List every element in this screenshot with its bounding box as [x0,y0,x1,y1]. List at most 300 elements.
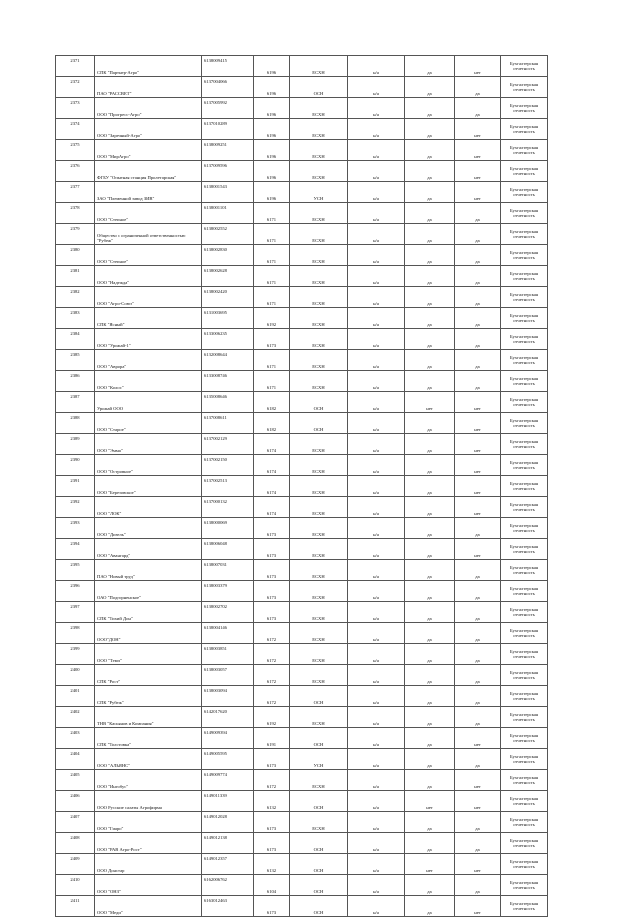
table-row [56,455,548,476]
org-name-cell: ОАО "Подгорненское" [95,581,202,602]
report-type-cell: Бухгалтерская отчетность [501,791,548,812]
row-number-cell: 2377 [56,182,95,203]
org-name-cell: ТНВ "Касьянов и Компания" [95,707,202,728]
report-type-cell: Бухгалтерская отчетность [501,623,548,644]
status-a-cell: н/а [348,623,405,644]
table-row [56,287,548,308]
okato-code-cell: 6174 [254,434,290,455]
status-a-cell: н/а [348,854,405,875]
report-type-cell: Бухгалтерская отчетность [501,875,548,896]
okato-code-cell: 6172 [254,770,290,791]
status-b-cell: да [405,308,455,329]
status-c-cell: нет [455,476,501,497]
status-a-cell: н/а [348,875,405,896]
okato-code-cell: 6174 [254,455,290,476]
report-type-cell: Бухгалтерская отчетность [501,203,548,224]
okato-code-cell: 6172 [254,686,290,707]
report-type-cell: Бухгалтерская отчетность [501,560,548,581]
row-number-cell: 2403 [56,728,95,749]
table-row [56,329,548,350]
status-c-cell: нет [455,119,501,140]
org-name-cell: ООО "Степное" [95,203,202,224]
status-b-cell: да [405,224,455,245]
report-type-cell: Бухгалтерская отчетность [501,56,548,77]
status-a-cell: н/а [348,455,405,476]
okato-code-cell: 6173 [254,602,290,623]
status-a-cell: н/а [348,518,405,539]
tax-regime-cell: ЕСХН [290,623,348,644]
row-number-cell: 2395 [56,560,95,581]
inn-code-cell: 6138002702 [202,602,254,623]
report-type-cell: Бухгалтерская отчетность [501,539,548,560]
inn-code-cell: 6138002628 [202,266,254,287]
okato-code-cell: 6196 [254,77,290,98]
table-row [56,665,548,686]
report-type-cell: Бухгалтерская отчетность [501,476,548,497]
inn-code-cell: 6135008646 [202,392,254,413]
tax-regime-cell: ЕСХН [290,266,348,287]
table-row [56,245,548,266]
report-type-cell: Бухгалтерская отчетность [501,770,548,791]
status-c-cell: нет [455,140,501,161]
inn-code-cell: 6138001101 [202,203,254,224]
row-number-cell: 2373 [56,98,95,119]
status-c-cell: да [455,833,501,854]
status-a-cell: н/а [348,665,405,686]
status-b-cell: да [405,623,455,644]
org-name-cell: ООО "Островное" [95,455,202,476]
table-row [56,182,548,203]
org-name-cell: ООО "Березовское" [95,476,202,497]
org-name-cell: ООО "Урожай-1" [95,329,202,350]
row-number-cell: 2394 [56,539,95,560]
table-row [56,434,548,455]
tax-regime-cell: ЕСХН [290,308,348,329]
okato-code-cell: 6173 [254,518,290,539]
status-a-cell: н/а [348,392,405,413]
row-number-cell: 2396 [56,581,95,602]
report-type-cell: Бухгалтерская отчетность [501,812,548,833]
okato-code-cell: 6172 [254,644,290,665]
row-number-cell: 2408 [56,833,95,854]
tax-regime-cell: ЕСХН [290,665,348,686]
status-a-cell: н/а [348,77,405,98]
status-c-cell: да [455,203,501,224]
status-c-cell: нет [455,434,501,455]
okato-code-cell: 6174 [254,476,290,497]
row-number-cell: 2383 [56,308,95,329]
row-number-cell: 2376 [56,161,95,182]
org-name-cell: ООО "Гиаро" [95,812,202,833]
tax-regime-cell: ЕСХН [290,497,348,518]
row-number-cell: 2390 [56,455,95,476]
status-b-cell: да [405,434,455,455]
status-a-cell: н/а [348,371,405,392]
tax-regime-cell: ОСН [290,686,348,707]
status-a-cell: н/а [348,707,405,728]
status-b-cell: да [405,581,455,602]
inn-code-cell: 6149009394 [202,728,254,749]
status-b-cell: да [405,812,455,833]
org-name-cell: ООО "Колос" [95,371,202,392]
table-row [56,623,548,644]
status-b-cell: да [405,266,455,287]
report-type-cell: Бухгалтерская отчетность [501,728,548,749]
row-number-cell: 2372 [56,77,95,98]
org-name-cell: СПК "Рубеж" [95,686,202,707]
table-row [56,770,548,791]
org-name-cell: ООО "ОНЗ" [95,875,202,896]
okato-code-cell: 6182 [254,392,290,413]
status-b-cell: да [405,749,455,770]
inn-code-cell: 6137002513 [202,476,254,497]
inn-code-cell: 6137002129 [202,434,254,455]
status-c-cell: нет [455,182,501,203]
status-c-cell: да [455,287,501,308]
org-name-cell: ПАО "РАССВЕТ" [95,77,202,98]
inn-code-cell: 6138003094 [202,686,254,707]
row-number-cell: 2371 [56,56,95,77]
tax-regime-cell: ЕСХН [290,56,348,77]
status-c-cell: да [455,308,501,329]
report-type-cell: Бухгалтерская отчетность [501,350,548,371]
report-type-cell: Бухгалтерская отчетность [501,161,548,182]
status-c-cell: нет [455,392,501,413]
table-row [56,833,548,854]
status-b-cell: да [405,455,455,476]
report-type-cell: Бухгалтерская отчетность [501,686,548,707]
row-number-cell: 2387 [56,392,95,413]
table-row [56,875,548,896]
status-b-cell: да [405,728,455,749]
okato-code-cell: 6173 [254,833,290,854]
status-c-cell: да [455,623,501,644]
tax-regime-cell: ОСН [290,854,348,875]
okato-code-cell: 6173 [254,560,290,581]
tax-regime-cell: ЕСХН [290,539,348,560]
table-row [56,203,548,224]
status-c-cell: да [455,329,501,350]
okato-code-cell: 6171 [254,287,290,308]
org-name-cell: ООО "Авангард" [95,539,202,560]
report-type-cell: Бухгалтерская отчетность [501,434,548,455]
row-number-cell: 2410 [56,875,95,896]
status-c-cell: да [455,665,501,686]
org-name-cell: ООО "Прогресс-Агро" [95,98,202,119]
tax-regime-cell: ОСН [290,833,348,854]
inn-code-cell: 6133006235 [202,329,254,350]
row-number-cell: 2389 [56,434,95,455]
table-row [56,749,548,770]
report-type-cell: Бухгалтерская отчетность [501,308,548,329]
table-row [56,371,548,392]
org-name-cell: ООО "ЛОК" [95,497,202,518]
status-b-cell: да [405,98,455,119]
table-row [56,812,548,833]
org-name-cell: ООО "Старое" [95,413,202,434]
status-b-cell: да [405,140,455,161]
report-type-cell: Бухгалтерская отчетность [501,140,548,161]
status-a-cell: н/а [348,245,405,266]
okato-code-cell: 6171 [254,203,290,224]
table-row [56,350,548,371]
status-a-cell: н/а [348,896,405,917]
row-number-cell: 2411 [56,896,95,917]
table-row [56,98,548,119]
report-type-cell: Бухгалтерская отчетность [501,707,548,728]
report-type-cell: Бухгалтерская отчетность [501,329,548,350]
row-number-cell: 2378 [56,203,95,224]
status-a-cell: н/а [348,581,405,602]
row-number-cell: 2381 [56,266,95,287]
tax-regime-cell: ЕСХН [290,371,348,392]
status-b-cell: да [405,560,455,581]
row-number-cell: 2385 [56,350,95,371]
status-b-cell: да [405,665,455,686]
row-number-cell: 2405 [56,770,95,791]
inn-code-cell: 6162006762 [202,875,254,896]
status-c-cell: нет [455,413,501,434]
inn-code-cell: 6137004066 [202,77,254,98]
status-a-cell: н/а [348,791,405,812]
org-name-cell: СПК "Тихий Дон" [95,602,202,623]
status-b-cell: да [405,119,455,140]
status-b-cell: да [405,497,455,518]
tax-regime-cell: ЕСХН [290,581,348,602]
row-number-cell: 2401 [56,686,95,707]
status-c-cell: да [455,875,501,896]
tax-regime-cell: ОСН [290,875,348,896]
inn-code-cell: 6149012357 [202,854,254,875]
tax-regime-cell: ОСН [290,896,348,917]
status-a-cell: н/а [348,140,405,161]
organizations-table [55,55,548,917]
okato-code-cell: 6196 [254,119,290,140]
report-type-cell: Бухгалтерская отчетность [501,77,548,98]
inn-code-cell: 6137000132 [202,497,254,518]
tax-regime-cell: ЕСХН [290,140,348,161]
status-a-cell: н/а [348,119,405,140]
tax-regime-cell: ЕСХН [290,203,348,224]
status-a-cell: н/а [348,56,405,77]
table-row [56,266,548,287]
status-a-cell: н/а [348,413,405,434]
row-number-cell: 2386 [56,371,95,392]
status-c-cell: нет [455,539,501,560]
status-c-cell: нет [455,728,501,749]
status-b-cell: да [405,707,455,728]
inn-code-cell: 6138003057 [202,665,254,686]
org-name-cell: Общество с ограниченной ответственностью "Рубеж" [95,224,202,245]
org-name-cell: ООО "Степное" [95,245,202,266]
report-type-cell: Бухгалтерская отчетность [501,413,548,434]
inn-code-cell: 6138002420 [202,287,254,308]
tax-regime-cell: ЕСХН [290,602,348,623]
row-number-cell: 2374 [56,119,95,140]
report-type-cell: Бухгалтерская отчетность [501,665,548,686]
status-a-cell: н/а [348,644,405,665]
okato-code-cell: 6196 [254,98,290,119]
org-name-cell: СПК "Партнер-Агро" [95,56,202,77]
status-b-cell: да [405,203,455,224]
status-a-cell: н/а [348,686,405,707]
status-a-cell: н/а [348,434,405,455]
table-row [56,308,548,329]
org-name-cell: СПК "Толстовка" [95,728,202,749]
table-row [56,728,548,749]
status-c-cell: да [455,518,501,539]
inn-code-cell: 6149012138 [202,833,254,854]
status-b-cell: да [405,329,455,350]
report-type-cell: Бухгалтерская отчетность [501,245,548,266]
status-c-cell: нет [455,161,501,182]
org-name-cell: ЗАО "Племенной завод ЗИВ" [95,182,202,203]
okato-code-cell: 6191 [254,728,290,749]
table-row [56,560,548,581]
report-type-cell: Бухгалтерская отчетность [501,98,548,119]
okato-code-cell: 6173 [254,539,290,560]
inn-code-cell: 6149005595 [202,749,254,770]
row-number-cell: 2382 [56,287,95,308]
inn-code-cell: 6132008644 [202,350,254,371]
okato-code-cell: 6172 [254,623,290,644]
inn-code-cell: 6133008746 [202,371,254,392]
report-type-cell: Бухгалтерская отчетность [501,833,548,854]
status-b-cell: да [405,161,455,182]
inn-code-cell: 6138001543 [202,182,254,203]
table-row [56,413,548,434]
row-number-cell: 2404 [56,749,95,770]
okato-code-cell: 6173 [254,812,290,833]
org-name-cell: ООО "Ингобус" [95,770,202,791]
row-number-cell: 2399 [56,644,95,665]
report-type-cell: Бухгалтерская отчетность [501,581,548,602]
tax-regime-cell: ЕСХН [290,98,348,119]
status-b-cell: да [405,833,455,854]
tax-regime-cell: ЕСХН [290,287,348,308]
org-name-cell: ООО "АЛЬЯНС" [95,749,202,770]
row-number-cell: 2398 [56,623,95,644]
inn-code-cell: 6149009774 [202,770,254,791]
inn-code-cell: 6138003851 [202,644,254,665]
org-name-cell: ООО Русские салаты Агрофирма [95,791,202,812]
org-name-cell: ООО "РАВ Агро-Рост" [95,833,202,854]
tax-regime-cell: ЕСХН [290,455,348,476]
row-number-cell: 2400 [56,665,95,686]
report-type-cell: Бухгалтерская отчетность [501,455,548,476]
status-b-cell: да [405,56,455,77]
okato-code-cell: 6171 [254,350,290,371]
okato-code-cell: 6192 [254,707,290,728]
tax-regime-cell: ЕСХН [290,161,348,182]
status-c-cell: да [455,602,501,623]
tax-regime-cell: УСН [290,749,348,770]
report-type-cell: Бухгалтерская отчетность [501,287,548,308]
table-row [56,539,548,560]
tax-regime-cell: ЕСХН [290,119,348,140]
org-name-cell: ООО "Агро-Союз" [95,287,202,308]
okato-code-cell: 6173 [254,749,290,770]
tax-regime-cell: ЕСХН [290,560,348,581]
org-name-cell: ООО "Надежда" [95,266,202,287]
table-row [56,644,548,665]
status-b-cell: да [405,413,455,434]
tax-regime-cell: ОСН [290,728,348,749]
tax-regime-cell: ЕСХН [290,770,348,791]
report-type-cell: Бухгалтерская отчетность [501,602,548,623]
table-row [56,602,548,623]
inn-code-cell: 6138000069 [202,518,254,539]
report-type-cell: Бухгалтерская отчетность [501,392,548,413]
status-a-cell: н/а [348,560,405,581]
status-b-cell: нет [405,791,455,812]
okato-code-cell: 6171 [254,371,290,392]
inn-code-cell: 6149012028 [202,812,254,833]
status-a-cell: н/а [348,728,405,749]
report-type-cell: Бухгалтерская отчетность [501,497,548,518]
status-c-cell: да [455,560,501,581]
row-number-cell: 2407 [56,812,95,833]
tax-regime-cell: ЕСХН [290,707,348,728]
org-name-cell: ФГБУ "Опытная станция Пролетарская" [95,161,202,182]
org-name-cell: СПК "Рост" [95,665,202,686]
row-number-cell: 2380 [56,245,95,266]
status-c-cell: да [455,98,501,119]
inn-code-cell: 6137008611 [202,413,254,434]
okato-code-cell: 6171 [254,266,290,287]
table-row [56,77,548,98]
status-c-cell: нет [455,770,501,791]
table-row [56,518,548,539]
tax-regime-cell: ЕСХН [290,434,348,455]
okato-code-cell: 6192 [254,308,290,329]
table-row [56,581,548,602]
org-name-cell: ООО Донстар [95,854,202,875]
status-c-cell: да [455,224,501,245]
table-row [56,896,548,917]
inn-code-cell: 6137002150 [202,455,254,476]
tax-regime-cell: ОСН [290,413,348,434]
row-number-cell: 2392 [56,497,95,518]
status-c-cell: нет [455,896,501,917]
row-number-cell: 2391 [56,476,95,497]
table-row [56,497,548,518]
okato-code-cell: 6196 [254,56,290,77]
status-c-cell: нет [455,854,501,875]
status-c-cell: нет [455,791,501,812]
inn-code-cell: 6138009415 [202,56,254,77]
report-type-cell: Бухгалтерская отчетность [501,644,548,665]
status-b-cell: да [405,245,455,266]
status-a-cell: н/а [348,833,405,854]
tax-regime-cell: ЕСХН [290,644,348,665]
tax-regime-cell: ОСН [290,392,348,413]
row-number-cell: 2384 [56,329,95,350]
table-body [56,56,548,917]
status-c-cell: да [455,245,501,266]
org-name-cell: ООО "Меди" [95,896,202,917]
inn-code-cell: 6131003695 [202,308,254,329]
table-row [56,854,548,875]
inn-code-cell: 6138009251 [202,140,254,161]
status-b-cell: да [405,686,455,707]
status-c-cell: нет [455,497,501,518]
row-number-cell: 2388 [56,413,95,434]
okato-code-cell: 6196 [254,182,290,203]
status-a-cell: н/а [348,224,405,245]
tax-regime-cell: ЕСХН [290,245,348,266]
status-a-cell: н/а [348,161,405,182]
